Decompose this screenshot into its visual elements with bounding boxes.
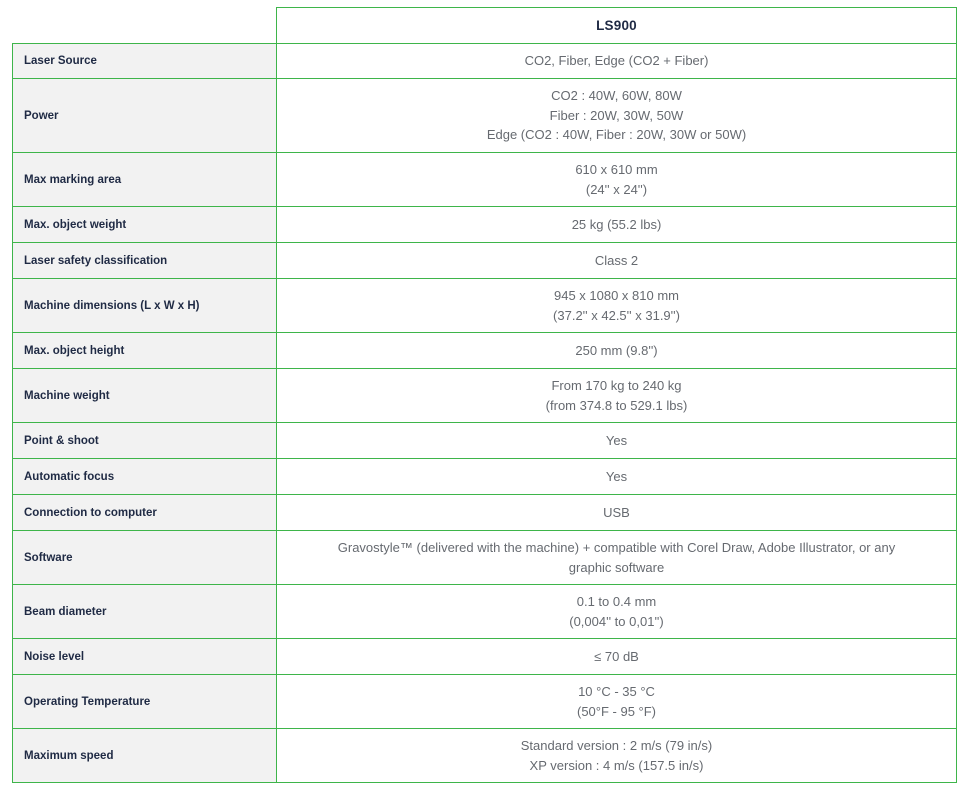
spec-value-line: Fiber : 20W, 30W, 50W (549, 107, 684, 123)
model-header: LS900 (277, 8, 957, 44)
spec-label: Beam diameter (13, 585, 277, 639)
spec-value-line: Yes (605, 468, 628, 484)
spec-value-line: 945 x 1080 x 810 mm (553, 288, 680, 303)
spec-value-line: 10 °C - 35 °C (578, 684, 655, 699)
spec-value-line: CO2, Fiber, Edge (CO2 + Fiber) (524, 53, 709, 69)
spec-value (277, 79, 957, 153)
spec-value-line: Edge (CO2 : 40W, Fiber : 20W, 30W or 50W) (486, 127, 747, 143)
spec-value (277, 369, 957, 423)
spec-value (277, 729, 957, 783)
spec-label: Laser Source (13, 44, 277, 79)
spec-label: Max. object weight (13, 207, 277, 243)
spec-value (277, 639, 957, 675)
spec-label: Point & shoot (13, 423, 277, 459)
spec-label: Max marking area (13, 153, 277, 207)
spec-label: Machine weight (13, 369, 277, 423)
spec-value-line: 250 mm (9.8'') (575, 342, 658, 358)
spec-label: Software (13, 531, 277, 585)
spec-value-line: Gravostyle™ (delivered with the machine) + compatible with Corel Draw, Adobe Illustrator, or any (337, 540, 896, 555)
spec-row (13, 423, 957, 459)
spec-label: Connection to computer (13, 495, 277, 531)
spec-value-line: (37.2'' x 42.5'' x 31.9'') (553, 307, 680, 323)
spec-value (277, 279, 957, 333)
spec-value (277, 44, 957, 79)
spec-label: Laser safety classification (13, 243, 277, 279)
spec-value (277, 243, 957, 279)
spec-row (13, 585, 957, 639)
spec-row (13, 79, 957, 153)
spec-value (277, 531, 957, 585)
spec-label: Automatic focus (13, 459, 277, 495)
spec-value-line: (50°F - 95 °F) (576, 703, 657, 719)
spec-value-line: (0,004'' to 0,01'') (569, 613, 664, 629)
spec-label: Operating Temperature (13, 675, 277, 729)
empty-corner-cell (13, 8, 277, 44)
spec-row (13, 675, 957, 729)
spec-value-line: 610 x 610 mm (575, 162, 658, 177)
spec-value (277, 459, 957, 495)
spec-row (13, 729, 957, 783)
spec-value-line: 0.1 to 0.4 mm (576, 594, 657, 609)
spec-value-line: Standard version : 2 m/s (79 in/s) (520, 738, 713, 753)
spec-value-line: 25 kg (55.2 lbs) (571, 216, 662, 232)
spec-table (12, 7, 957, 783)
spec-value-line: USB (603, 504, 630, 520)
spec-value-line: Yes (605, 432, 628, 448)
spec-row (13, 495, 957, 531)
spec-row (13, 459, 957, 495)
spec-row (13, 369, 957, 423)
spec-value (277, 333, 957, 369)
spec-row (13, 44, 957, 79)
spec-row (13, 333, 957, 369)
spec-label: Noise level (13, 639, 277, 675)
spec-row (13, 639, 957, 675)
spec-row (13, 531, 957, 585)
spec-value (277, 423, 957, 459)
spec-value (277, 675, 957, 729)
spec-value (277, 207, 957, 243)
spec-row (13, 243, 957, 279)
spec-label: Power (13, 79, 277, 153)
spec-row (13, 207, 957, 243)
spec-row (13, 153, 957, 207)
spec-label: Machine dimensions (L x W x H) (13, 279, 277, 333)
spec-value-line: (from 374.8 to 529.1 lbs) (545, 397, 688, 413)
spec-label: Max. object height (13, 333, 277, 369)
spec-body (13, 44, 957, 783)
spec-row (13, 279, 957, 333)
spec-value-line: CO2 : 40W, 60W, 80W (551, 88, 682, 104)
spec-value (277, 585, 957, 639)
spec-value-line: Class 2 (594, 252, 639, 268)
spec-value-line: graphic software (568, 559, 665, 575)
spec-value-line: ≤ 70 dB (594, 648, 639, 664)
spec-value-line: From 170 kg to 240 kg (551, 378, 682, 393)
spec-value-line: XP version : 4 m/s (157.5 in/s) (529, 757, 704, 773)
spec-value (277, 495, 957, 531)
spec-value (277, 153, 957, 207)
spec-value-line: (24'' x 24'') (585, 181, 648, 197)
spec-label: Maximum speed (13, 729, 277, 783)
header-row (13, 8, 957, 44)
